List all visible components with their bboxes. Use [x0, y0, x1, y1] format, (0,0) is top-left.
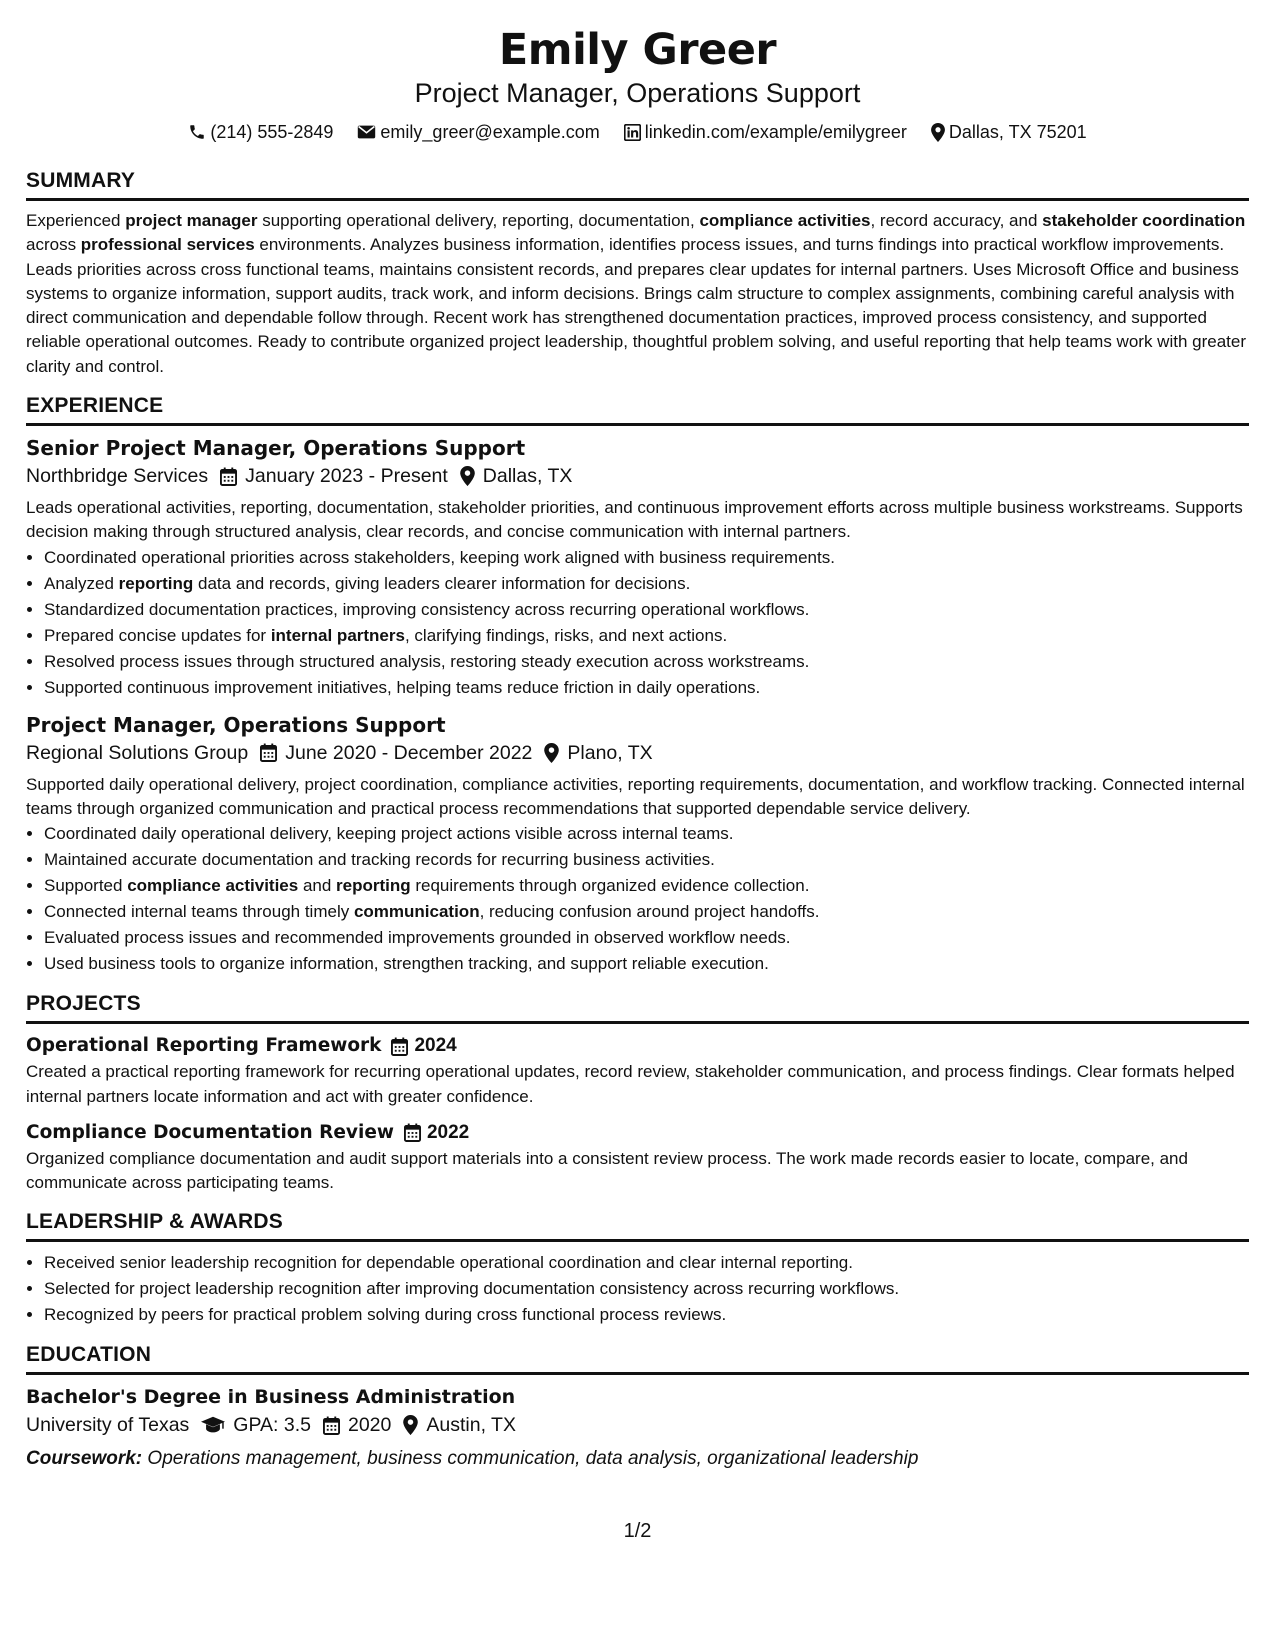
job-meta — [26, 739, 1249, 767]
project-date — [391, 1032, 456, 1060]
resume-body — [26, 168, 1249, 1487]
bold-text: professional services — [80, 235, 255, 255]
text-run: , reducing confusion around project handoffs. — [479, 902, 820, 922]
project-year: 2022 — [426, 1121, 470, 1143]
project-name: Operational Reporting Framework — [26, 1035, 382, 1057]
page-number: 1/2 — [623, 1520, 652, 1542]
project-header — [26, 1032, 1249, 1060]
list-item — [44, 847, 1249, 873]
phone-icon — [188, 123, 206, 141]
text-run: data and records, giving leaders clearer information for decisions. — [193, 573, 691, 593]
text-run: , record accuracy, and — [870, 211, 1043, 230]
job-entry — [26, 434, 1249, 701]
coursework — [26, 1445, 1249, 1473]
list-item: • Selected for project leadership recognition after improving documentation consistency across recurring workflows. — [44, 1276, 1249, 1302]
calendar-icon — [323, 1416, 340, 1435]
job-description: Supported daily operational delivery, project coordination, compliance activities, reporting requirements, documentation, and workflow tracking. Connected internal teams through organized communication and practical process recommendations that supported dependable service delivery. — [26, 774, 1245, 818]
map-pin-icon — [544, 743, 559, 763]
section-title-awards: LEADERSHIP & AWARDS — [26, 1209, 1249, 1242]
graduation-year-text: 2020 — [347, 1414, 392, 1437]
project-name: Compliance Documentation Review — [26, 1121, 394, 1143]
text-run: and — [298, 876, 337, 896]
map-pin-icon — [460, 466, 475, 486]
bold-text: compliance activities — [127, 876, 299, 896]
bold-text: internal partners — [270, 625, 405, 645]
job-dates — [220, 462, 448, 490]
gpa-text: GPA: 3.5 — [233, 1414, 311, 1437]
school-location — [403, 1411, 516, 1439]
text-run: Supported continuous improvement initiatives, helping teams reduce friction in daily operations. — [44, 677, 761, 697]
job-dates — [260, 739, 532, 767]
experience-section — [26, 393, 1249, 977]
project-entry — [26, 1119, 1249, 1196]
email-text: emily_greer@example.com — [380, 122, 600, 142]
text-run: Connected internal teams through timely — [44, 902, 354, 922]
envelope-icon — [357, 124, 376, 140]
coursework-label: Coursework: — [26, 1448, 143, 1470]
job-location — [544, 739, 652, 767]
calendar-icon — [220, 467, 237, 486]
list-item — [44, 925, 1249, 951]
job-title: Project Manager, Operations Support — [26, 712, 446, 737]
job-company: Northbridge Services — [26, 465, 209, 488]
text-run: supporting operational delivery, reporting, documentation, — [257, 211, 700, 230]
resume-header — [0, 0, 1275, 144]
coursework-text: Operations management, business communication, data analysis, organizational leadership — [142, 1448, 919, 1470]
summary-text — [26, 209, 1249, 379]
section-title-projects: PROJECTS — [26, 991, 1249, 1024]
linkedin-icon — [624, 124, 641, 141]
bold-text: project manager — [125, 211, 258, 230]
list-item — [44, 545, 1249, 571]
text-run: Standardized documentation practices, improving consistency across recurring operational workflows. — [44, 599, 810, 619]
calendar-icon — [260, 743, 277, 762]
gpa — [201, 1411, 311, 1439]
text-run: Resolved process issues through structured analysis, restoring steady execution across workstreams. — [44, 651, 810, 671]
job-dates-text: June 2020 - December 2022 — [285, 741, 533, 764]
list-item: • Recognized by peers for practical problem solving during cross functional process reviews. — [44, 1302, 1249, 1328]
phone-text: (214) 555-2849 — [210, 122, 334, 142]
job-description: Leads operational activities, reporting, documentation, stakeholder priorities, and continuous improvement efforts across multiple business workstreams. Supports decision making through structured analysis, clear records, and concise communication with internal partners. — [26, 498, 1243, 542]
text-run: Coordinated operational priorities across stakeholders, keeping work aligned with business requirements. — [44, 547, 835, 567]
summary-section — [26, 168, 1249, 379]
text-run: Prepared concise updates for — [44, 625, 271, 645]
education-section — [26, 1342, 1249, 1473]
calendar-icon — [391, 1037, 408, 1056]
bold-text: stakeholder coordination — [1042, 211, 1246, 230]
graduation-cap-icon — [201, 1416, 225, 1434]
project-header — [26, 1119, 1249, 1147]
text-run: Evaluated process issues and recommended improvements grounded in observed workflow needs. — [44, 928, 791, 948]
list-item — [44, 571, 1249, 597]
list-item — [44, 649, 1249, 675]
job-bullets — [26, 545, 1249, 701]
bold-text: compliance activities — [699, 211, 871, 230]
job-location — [460, 462, 573, 490]
job-entry — [26, 711, 1249, 978]
bold-text: reporting — [336, 876, 411, 896]
contact-bar — [0, 120, 1275, 144]
list-item — [44, 821, 1249, 847]
section-title-summary: SUMMARY — [26, 168, 1249, 201]
candidate-headline: Project Manager, Operations Support — [414, 78, 861, 108]
job-location-text: Plano, TX — [567, 741, 653, 764]
text-run: Supported — [44, 876, 128, 896]
location-text: Dallas, TX 75201 — [948, 122, 1087, 142]
job-company: Regional Solutions Group — [26, 741, 249, 764]
project-entry — [26, 1032, 1249, 1109]
calendar-icon — [404, 1123, 421, 1142]
contact-linkedin[interactable] — [624, 120, 907, 144]
text-run: requirements through organized evidence collection. — [410, 876, 810, 896]
text-run: Used business tools to organize information, strengthen tracking, and support reliable execution. — [44, 954, 769, 974]
list-item — [44, 951, 1249, 977]
contact-email[interactable] — [357, 120, 599, 144]
job-location-text: Dallas, TX — [482, 465, 573, 488]
project-year: 2024 — [414, 1035, 457, 1057]
list-item — [44, 623, 1249, 649]
text-run: across — [26, 235, 81, 255]
degree-title: Bachelor's Degree in Business Administration — [26, 1386, 516, 1409]
list-item — [44, 873, 1249, 899]
project-date — [404, 1119, 469, 1147]
candidate-name: Emily Greer — [498, 25, 777, 75]
text-run: Experienced — [26, 211, 126, 230]
text-run: Maintained accurate documentation and tracking records for recurring business activities. — [44, 850, 715, 870]
school-location-text: Austin, TX — [426, 1414, 516, 1437]
project-description: Created a practical reporting framework for recurring operational updates, record review, stakeholder communication, and process findings. Clear formats helped internal partners locate information and act with greater confidence. — [26, 1062, 1235, 1106]
education-meta — [26, 1411, 1249, 1439]
job-meta — [26, 462, 1249, 490]
project-description: Organized compliance documentation and audit support materials into a consistent review process. The work made records easier to locate, compare, and communicate across participating teams. — [26, 1148, 1188, 1193]
bold-text: reporting — [118, 573, 194, 593]
list-item — [44, 675, 1249, 701]
text-run: , clarifying findings, risks, and next actions. — [404, 625, 728, 645]
section-title-education: EDUCATION — [26, 1342, 1249, 1375]
job-bullets — [26, 821, 1249, 977]
list-item — [44, 597, 1249, 623]
list-item — [44, 899, 1249, 925]
linkedin-text: linkedin.com/example/emilygreer — [644, 122, 907, 142]
contact-phone[interactable] — [188, 120, 333, 144]
map-pin-icon — [931, 123, 945, 142]
job-title: Senior Project Manager, Operations Support — [26, 436, 526, 461]
text-run: Coordinated daily operational delivery, keeping project actions visible across internal teams. — [44, 824, 734, 844]
map-pin-icon — [403, 1415, 418, 1435]
text-run: environments. Analyzes business information, identifies process issues, and turns findings into practical workflow improvements. Leads priorities across cross functional teams, maintains consistent records, and prepares clear updates for internal partners. Uses Microsoft Office and business systems to organize information, support audits, track work, and inform decisions. Brings calm structure to complex assignments, combining careful analysis with direct communication and dependable follow through. Recent work has strengthened documentation practices, improved process consistency, and supported reliable operational outcomes. Ready to contribute organized project leadership, thoughtful problem solving, and useful reporting that help teams work with greater clarity and control. — [26, 235, 1246, 376]
job-dates-text: January 2023 - Present — [245, 465, 448, 488]
contact-location — [931, 120, 1087, 144]
school-name: University of Texas — [26, 1414, 190, 1437]
section-title-experience: EXPERIENCE — [26, 393, 1249, 426]
projects-section — [26, 991, 1249, 1195]
list-item: • Received senior leadership recognition for dependable operational coordination and clear internal reporting. — [44, 1250, 1249, 1276]
awards-list — [26, 1250, 1249, 1328]
awards-section — [26, 1209, 1249, 1328]
graduation-year — [323, 1411, 391, 1439]
bold-text: communication — [353, 902, 480, 922]
text-run: Analyzed — [44, 573, 119, 593]
